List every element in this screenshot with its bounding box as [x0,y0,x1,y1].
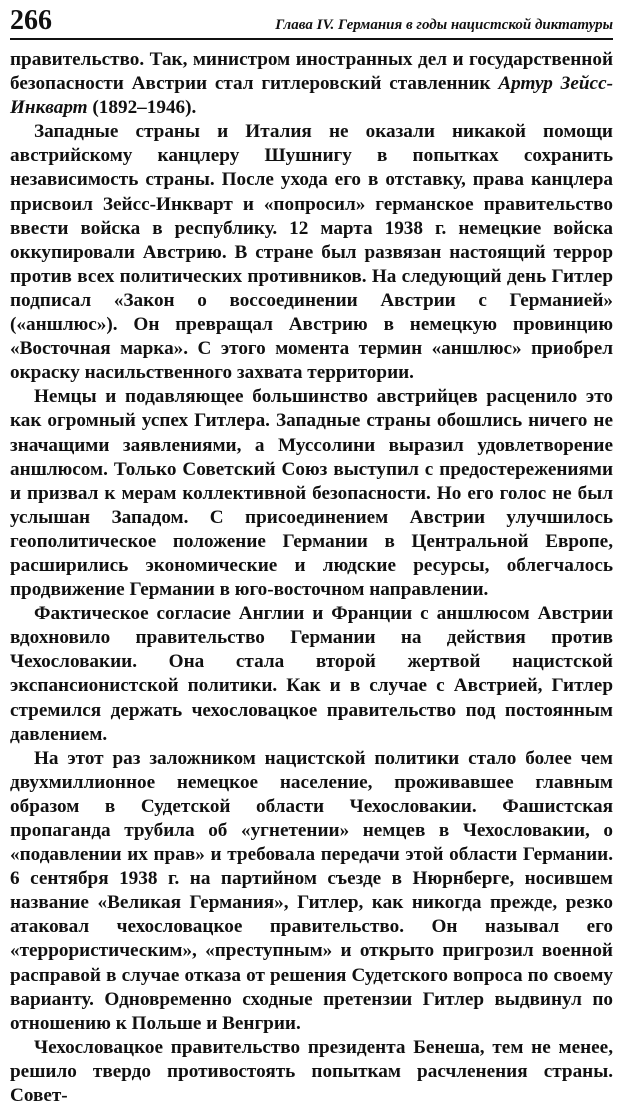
paragraph-text: правительство. Так, министром иностранных дел и государственной безопасности Австрии стал гитлеровский ставленник [10,49,613,95]
paragraph: Фактическое согласие Англии и Франции с аншлюсом Австрии вдохновило правительство Германии на действия против Чехословакии. Она стала второй жертвой нацистской экспансионистской политики. Как и в случае с Австрией, Гитлер стремился держать чехословацкое правительство под постоянным давлением. [10,603,613,745]
paragraph-continuation [10,48,613,120]
running-title: Глава IV. Германия в годы нацистской диктатуры [275,17,613,33]
paragraph: Немцы и подавляющее большинство австрийцев расценило это как огромный успех Гитлера. Западные страны обошлись ничего не значащими заявлениями, а Муссолини выразил удовлетворение аншлюсом. Только Советский Союз выступил с предостережениями и призвал к мерам коллективной безопасности. Но его голос не был услышан Западом. С присоединением Австрии улучшилось геополитическое положение Германии в Центральной Европе, расширились экономические и людские ресурсы, облегчалось продвижение Германии в юго-восточном направлении. [10,386,613,601]
paragraph: На этот раз заложником нацистской политики стало более чем двухмиллионное немецкое население, проживавшее главным образом в Судетской области Чехословакии. Фашистская пропаганда трубила об «угнетении» немцев в Чехословакии, о «подавлении их прав» и требовала передачи этой области Германии. 6 сентября 1938 г. на партийном съезде в Нюрнберге, носившем название «Великая Германия», Гитлер, как никогда прежде, резко атаковал чехословацкое правительство. Он называл его «террористическим», «преступным» и открыто пригрозил военной расправой в случае отказа от решения Судетского вопроса по своему варианту. Одновременно сходные претензии Гитлер выдвинул по отношению к Польше и Венгрии. [10,747,613,1034]
paragraph: Чехословацкое правительство президента Бенеша, тем не менее, решило твердо противостоять попыткам расчленения страны. Совет- [10,1036,613,1107]
page-body [10,48,613,1108]
paragraph-text: (1892–1946). [87,97,197,119]
paragraph: Западные страны и Италия не оказали никакой помощи австрийскому канцлеру Шушнигу в попытках сохранить независимость страны. После ухода его в отставку, права канцлера присвоил Зейсс-Инкварт и «попросил» германское правительство ввести войска в республику. 12 марта 1938 г. немецкие войска оккупировали Австрию. В стране был развязан настоящий террор против всех политических противников. На следующий день Гитлер подписал «Закон о воссоединении Австрии с Германией» («аншлюс»). Он превращал Австрию в немецкую провинцию «Восточная марка». С этого момента термин «аншлюс» приобрел окраску насильственного захвата территории. [10,121,613,384]
page-header [10,0,613,40]
page-number: 266 [10,5,52,36]
person-name: Артур Зейсс-Инкварт [10,73,613,119]
